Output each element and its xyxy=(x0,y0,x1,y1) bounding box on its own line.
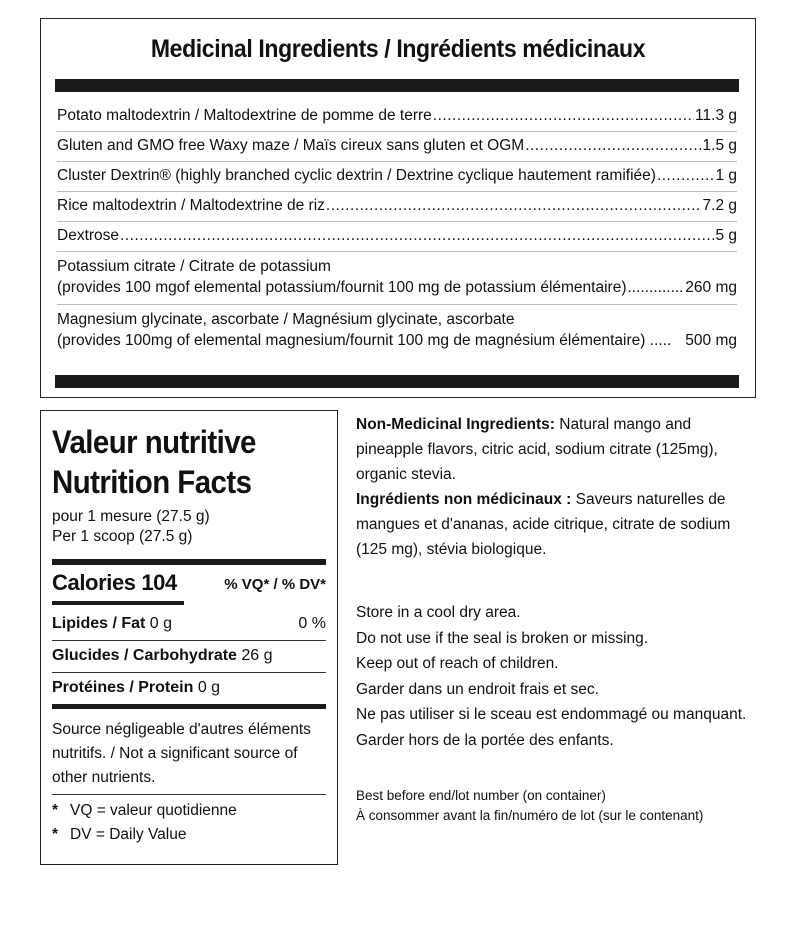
non-medicinal-fr-text: Saveurs naturelles de mangues et d'ananas, acide citrique, citrate de sodium (125 mg), stévia biologique. xyxy=(356,491,731,558)
leader-dots xyxy=(657,166,715,185)
medicinal-ingredients-box xyxy=(40,18,756,398)
ingredient-name: Dextrose xyxy=(57,227,120,244)
non-medicinal-fr xyxy=(356,487,756,562)
ingredient-row xyxy=(57,222,737,252)
ingredient-amount: 1.5 g xyxy=(702,137,737,154)
leader-dots xyxy=(433,106,694,125)
nutrition-title-fr: Valeur nutritive xyxy=(52,424,256,460)
thick-rule xyxy=(52,704,326,709)
nutrient-value: 0 g xyxy=(193,679,221,696)
nutrient-row-protein xyxy=(52,673,326,704)
storage-line: Garder dans un endroit frais et sec. xyxy=(356,680,599,698)
ingredient-detail: (provides 100 mgof elemental potassium/fournit 100 mg de potassium élémentaire) xyxy=(57,279,627,296)
storage-line: Do not use if the seal is broken or missing. xyxy=(356,629,649,647)
thick-rule xyxy=(52,559,326,565)
ingredient-detail: (provides 100mg of elemental magnesium/fournit 100 mg de magnésium élémentaire) ..... xyxy=(57,332,672,349)
nutrient-label: Protéines / Protein xyxy=(52,679,194,696)
storage-line: Store in a cool dry area. xyxy=(356,604,521,621)
ingredient-amount: 5 g xyxy=(715,227,737,244)
ingredient-name: Cluster Dextrin® (highly branched cyclic dextrin / Dextrine cyclique hautement ramifiée) xyxy=(57,167,656,184)
storage-line: Keep out of reach of children. xyxy=(356,655,559,672)
ingredient-name: Potassium citrate / Citrate de potassium xyxy=(57,258,331,275)
ingredient-row-magnesium xyxy=(57,305,737,357)
top-divider-bar xyxy=(55,79,739,92)
bottom-divider-bar xyxy=(55,375,739,388)
ingredient-amount: 11.3 g xyxy=(695,107,737,124)
storage-line: Garder hors de la portée des enfants. xyxy=(356,731,614,749)
daily-value-header: % VQ* / % DV* xyxy=(224,576,326,593)
storage-instructions xyxy=(356,600,766,753)
leader-dots xyxy=(120,226,714,245)
footnote-dv: * DV = Daily Value xyxy=(52,826,187,843)
nutrition-title-en: Nutrition Facts xyxy=(52,464,252,500)
ingredient-row xyxy=(57,192,737,222)
ingredient-amount: 500 mg xyxy=(685,332,737,349)
ingredient-amount: 7.2 g xyxy=(702,197,737,214)
nutrient-label: Glucides / Carbohydrate xyxy=(52,647,237,664)
best-before-info xyxy=(356,786,766,826)
ingredient-name: Potato maltodextrin / Maltodextrine de pomme de terre xyxy=(57,107,432,124)
leader-dots xyxy=(628,277,685,298)
ingredient-row xyxy=(57,102,737,132)
nutrient-value: 0 g xyxy=(145,615,173,632)
non-medicinal-en-text: Natural mango and pineapple flavors, citric acid, sodium citrate (125mg), organic stevia. xyxy=(356,416,718,483)
non-medicinal-fr-label: Ingrédients non médicinaux : xyxy=(356,491,572,508)
ingredient-row xyxy=(57,162,737,192)
serving-size-en: Per 1 scoop (27.5 g) xyxy=(52,528,193,545)
ingredient-amount: 1 g xyxy=(715,167,737,184)
ingredient-name: Rice maltodextrin / Maltodextrine de riz xyxy=(57,197,325,214)
ingredient-list xyxy=(57,102,737,357)
ingredient-row-potassium xyxy=(57,252,737,305)
best-before-fr: À consommer avant la fin/numéro de lot (sur le contenant) xyxy=(356,808,704,823)
nutrient-value: 26 g xyxy=(236,647,273,664)
nutrient-note: Source négligeable d'autres éléments nutritifs. / Not a significant source of other nutrients. xyxy=(52,718,326,795)
medicinal-title: Medicinal Ingredients / Ingrédients médicinaux xyxy=(150,35,646,63)
non-medicinal-en-label: Non-Medicinal Ingredients: xyxy=(356,416,555,433)
footnote-vq: * VQ = valeur quotidienne xyxy=(52,802,237,819)
non-medicinal-en xyxy=(356,412,756,487)
nutrition-facts-box xyxy=(40,410,338,865)
nutrient-label: Lipides / Fat xyxy=(52,615,146,632)
non-medicinal-ingredients xyxy=(356,412,756,562)
nutrient-row-carbohydrate xyxy=(52,641,326,673)
calories-underline xyxy=(52,601,184,605)
leader-dots xyxy=(326,196,702,215)
serving-size-fr: pour 1 mesure (27.5 g) xyxy=(52,508,210,525)
leader-dots xyxy=(525,136,701,155)
nutrient-row-fat xyxy=(52,609,326,641)
nutrient-dv: 0 % xyxy=(298,615,326,632)
ingredient-row xyxy=(57,132,737,162)
calories: Calories 104 xyxy=(52,570,177,595)
ingredient-name: Gluten and GMO free Waxy maze / Maïs cireux sans gluten et OGM xyxy=(57,137,525,154)
ingredient-amount: 260 mg xyxy=(685,279,737,296)
storage-line: Ne pas utiliser si le sceau est endommagé ou manquant. xyxy=(356,706,747,723)
best-before-en: Best before end/lot number (on container) xyxy=(356,788,606,803)
ingredient-name: Magnesium glycinate, ascorbate / Magnésium glycinate, ascorbate xyxy=(57,311,515,328)
